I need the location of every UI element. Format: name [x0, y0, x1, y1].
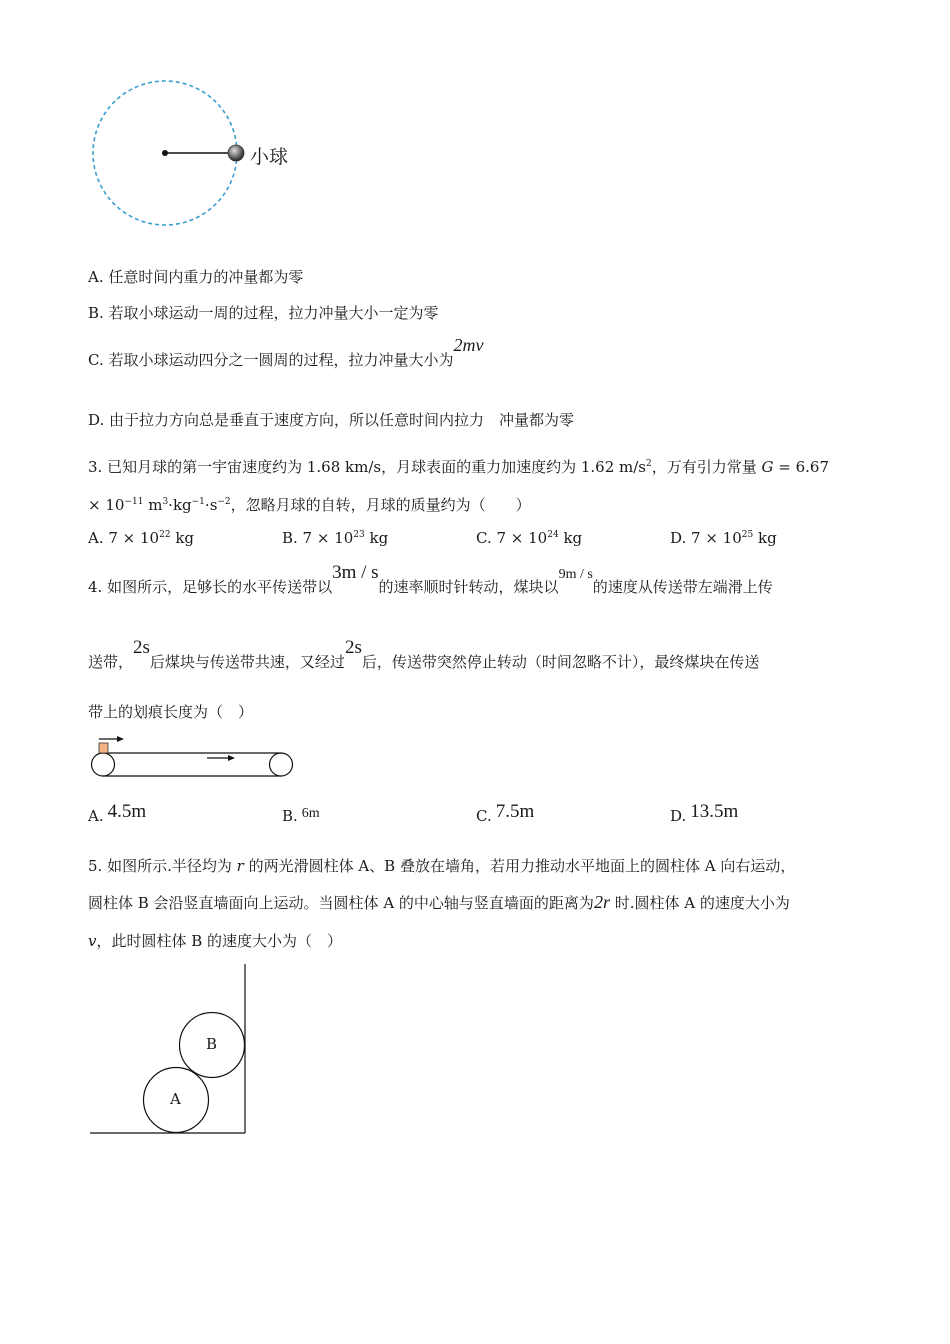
- q2-option-b: B. 若取小球运动一周的过程，拉力冲量大小一定为零: [88, 304, 439, 322]
- q5-stem-line3: v，此时圆柱体 B 的速度大小为（ ）: [88, 932, 343, 950]
- cylinders-figure: [86, 960, 256, 1140]
- ball-label: 小球: [250, 146, 289, 168]
- q4-option-c: C. 7.5m: [476, 801, 535, 825]
- conveyor-figure: [86, 732, 301, 780]
- q2-option-d: D. 由于拉力方向总是垂直于速度方向，所以任意时间内拉力 冲量都为零: [88, 411, 575, 429]
- ball: [228, 145, 244, 161]
- right-roller: [270, 753, 293, 776]
- cylinder-a-label: A: [170, 1090, 181, 1108]
- center-dot: [162, 150, 168, 156]
- q3-option-a: A. $7 \times 10^{22}$ kg: [88, 529, 195, 547]
- q4-speed-belt: 3m / s: [332, 562, 379, 583]
- left-roller: [92, 753, 115, 776]
- q4-speed-block: 9m / s: [558, 567, 593, 582]
- q4-option-a: A. 4.5m: [88, 801, 147, 825]
- coal-block: [99, 743, 108, 753]
- q4-stem-line2: 送带，2s后煤块与传送带共速，又经过2s后，传送带突然停止转动（时间忽略不计），最终煤块在传送: [88, 637, 760, 671]
- q5-stem-line2: 圆柱体 B 会沿竖直墙面向上运动。当圆柱体 A 的中心轴与竖直墙面的距离为2r 时.圆柱体 A 的速度大小为: [88, 892, 790, 912]
- q2-option-c-math: 2mv: [453, 335, 484, 355]
- q3-stem-line1: 3. 已知月球的第一宇宙速度约为 1.68 km/s，月球表面的重力加速度约为 1.62 $m/s^2$，万有引力常量 G = 6.67: [88, 458, 830, 476]
- q2-option-a: A. 任意时间内重力的冲量都为零: [88, 268, 304, 286]
- q3-option-b: B. $7 \times 10^{23}$ kg: [282, 529, 389, 547]
- q4-option-b: B. 6m: [282, 806, 320, 825]
- q4-stem-line1: 4. 如图所示，足够长的水平传送带以3m / s的速率顺时针转动，煤块以9m / s的速度从传送带左端滑上传: [88, 562, 773, 596]
- q2-option-c: [88, 335, 484, 370]
- q3-stem-line2: × $10^{-11}$ $m^3\cdot kg^{-1}\cdot s^{-2}$，忽略月球的自转，月球的质量约为（ ）: [88, 496, 531, 514]
- q3-option-c: C. $7 \times 10^{24}$ kg: [476, 529, 583, 547]
- q3-option-d: D. $7 \times 10^{25}$ kg: [670, 529, 777, 547]
- q4-option-d: D. 13.5m: [670, 801, 739, 825]
- cylinder-b-label: B: [206, 1035, 218, 1053]
- q5-stem-line1: 5. 如图所示.半径均为 r 的两光滑圆柱体 A、B 叠放在墙角，若用力推动水平地面上的圆柱体 A 向右运动，: [88, 857, 796, 875]
- q2-option-c-text: C. 若取小球运动四分之一圆周的过程，拉力冲量大小为: [88, 351, 454, 369]
- q4-stem-line3: 带上的划痕长度为（ ）: [88, 703, 254, 721]
